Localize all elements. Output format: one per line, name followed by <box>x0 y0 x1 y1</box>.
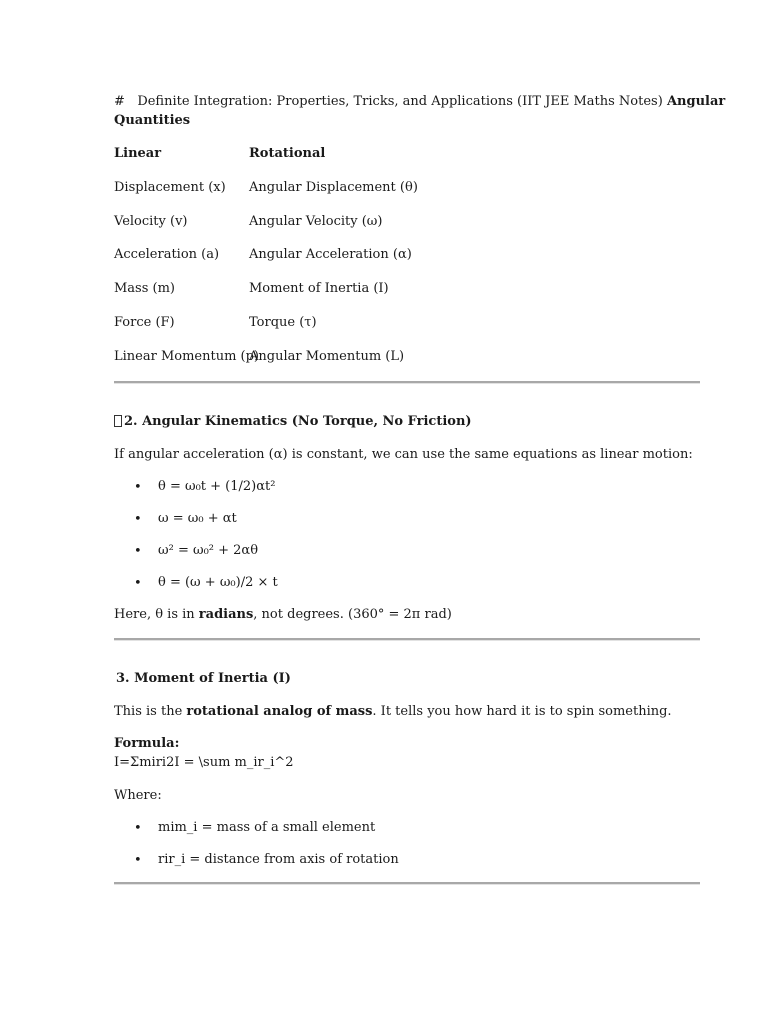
horizontal-rule <box>114 638 700 641</box>
bullet-icon: • <box>134 512 142 527</box>
table-cell: Linear Momentum (p) <box>114 349 260 364</box>
table-cell: Displacement (x) <box>114 180 226 195</box>
horizontal-rule <box>114 381 700 384</box>
equation-item: θ = (ω + ω₀)/2 × t <box>158 575 278 590</box>
table-cell: Angular Displacement (θ) <box>249 180 418 195</box>
table-cell: Force (F) <box>114 315 175 330</box>
table-cell: Mass (m) <box>114 281 176 296</box>
table-header-linear: Linear <box>114 146 162 161</box>
section3-intro <box>114 704 672 719</box>
bullet-icon: • <box>134 576 142 591</box>
section2-intro: If angular acceleration (α) is constant, we can use the same equations as linear motion: <box>114 447 693 462</box>
table-cell: Torque (τ) <box>249 315 317 330</box>
bullet-icon: • <box>134 821 142 836</box>
note-bold-radians: radians <box>198 607 254 622</box>
list-item: mim_i = mass of a small element <box>158 820 376 835</box>
equation-item: ω = ω₀ + αt <box>158 511 237 526</box>
intro-text: . It tells you how hard it is to spin something. <box>372 704 672 719</box>
table-cell: Angular Velocity (ω) <box>249 214 383 229</box>
note-text: Here, θ is in <box>114 607 199 622</box>
table-cell: Moment of Inertia (I) <box>249 281 389 296</box>
table-cell: Angular Acceleration (α) <box>249 247 412 262</box>
section2-heading <box>114 414 472 429</box>
title-bold-quantities: Quantities <box>114 113 191 128</box>
intro-bold: rotational analog of mass <box>186 704 373 719</box>
section2-heading-text: 2. Angular Kinematics (No Torque, No Friction) <box>124 414 472 429</box>
section2-note <box>114 607 452 622</box>
table-cell: Acceleration (a) <box>114 247 220 262</box>
note-text: , not degrees. (360° = 2π rad) <box>253 607 452 622</box>
table-cell: Velocity (v) <box>114 214 188 229</box>
table-cell: Angular Momentum (L) <box>249 349 405 364</box>
equation-item: θ = ω₀t + (1/2)αt² <box>158 479 276 494</box>
title-text: Definite Integration: Properties, Tricks, and Applications (IIT JEE Maths Notes) <box>137 94 663 109</box>
title-hash: # <box>114 94 125 109</box>
bullet-icon: • <box>134 853 142 868</box>
formula-label: Formula: <box>114 736 180 751</box>
missing-glyph-icon <box>114 415 122 427</box>
formula-text: I=Σmiri2I = \sum m_ir_i^2 <box>114 755 294 770</box>
table-header-rotational: Rotational <box>249 146 326 161</box>
intro-text: This is the <box>114 704 187 719</box>
bullet-icon: • <box>134 544 142 559</box>
title-bold-angular: Angular <box>666 94 726 109</box>
bullet-icon: • <box>134 480 142 495</box>
section3-heading: 3. Moment of Inertia (I) <box>116 671 291 686</box>
document-title <box>114 94 725 109</box>
horizontal-rule <box>114 882 700 885</box>
where-label: Where: <box>114 788 162 803</box>
equation-item: ω² = ω₀² + 2αθ <box>158 543 259 558</box>
list-item: rir_i = distance from axis of rotation <box>158 852 399 867</box>
